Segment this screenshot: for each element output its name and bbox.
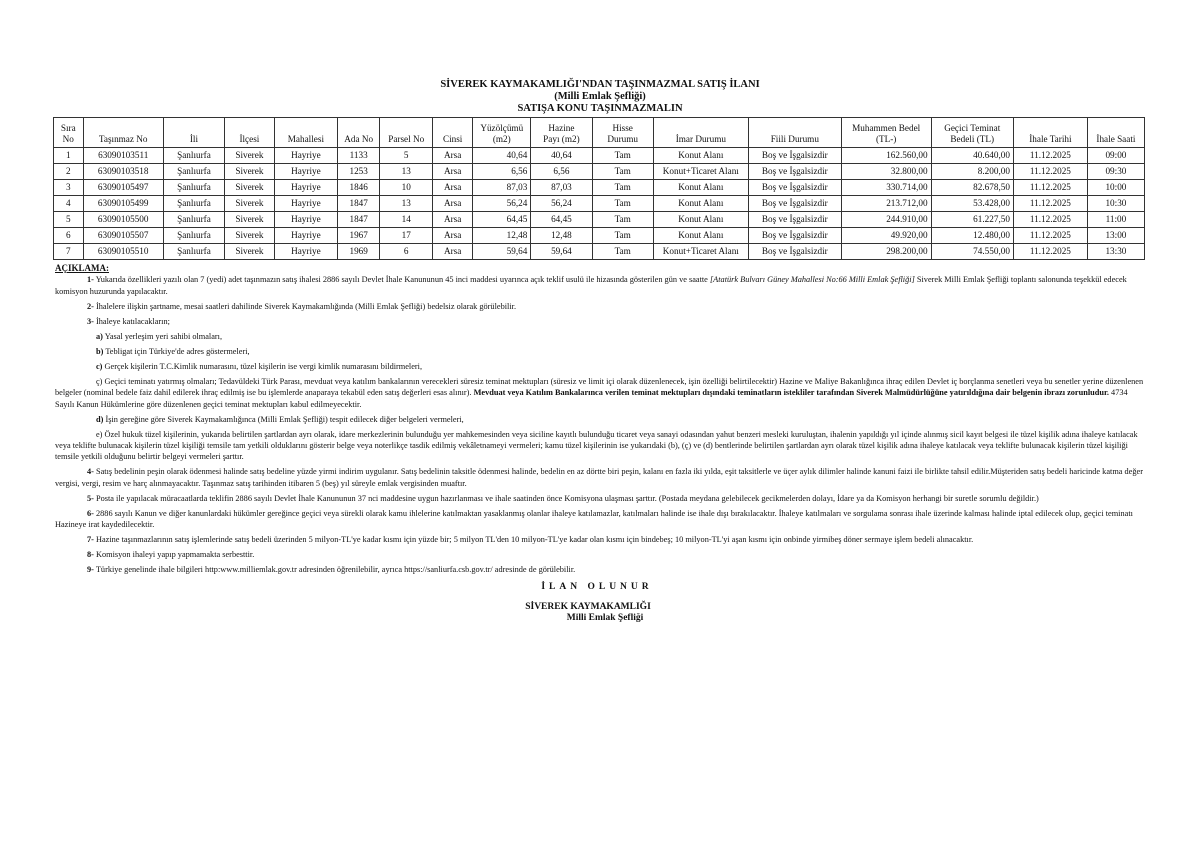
clause-3cc: ç) Geçici teminatı yatırmış olmaları; Tedavüldeki Türk Parası, mevduat veya katılım bankalarının verecekleri süresiz teminat mektupları (süresiz ve limit içi olarak düzenlenecek, işin özelliği belirtilecektir) Hazine ve Maliye Bakanlığınca ihraç edilen Devlet iç borçlanma senetleri veya bu senetler yerine düzenlenen belgeler (nominal bedele faiz dahil edilerek ihraç edilmiş ise bu işlemlerde anaparaya tekabül eden satış değerleri esas alınır). Mevduat veya Katılım Bankalarınca verilen teminat mektupları dışındaki teminatların istekliler tarafından Siverek Malmüdürlüğüne yatırıldığına dair belgenin ibrazı zorunludur. 4734 Sayılı Kanun Hükümlerine göre düzenlenen geçici teminat mektupları kabul edilmeyecektir.	[55, 376, 1144, 409]
column-header: Taşınmaz No	[83, 118, 163, 148]
table-cell: 13	[380, 164, 433, 180]
column-header: İli	[163, 118, 224, 148]
column-header: Sıra No	[54, 118, 84, 148]
column-header: Hazine Payı (m2)	[531, 118, 592, 148]
table-cell: Arsa	[433, 180, 473, 196]
table-cell: Hayriye	[274, 196, 337, 212]
signature-block	[0, 582, 1200, 623]
column-header: Parsel No	[380, 118, 433, 148]
table-cell: Tam	[592, 180, 653, 196]
table-cell: 82.678,50	[931, 180, 1013, 196]
table-cell: Arsa	[433, 228, 473, 244]
table-cell: Arsa	[433, 148, 473, 164]
table-cell: Konut Alanı	[653, 228, 748, 244]
table-cell: 12,48	[473, 228, 531, 244]
clause-3d: d) İşin gereğine göre Siverek Kaymakamlığınca (Milli Emlak Şefliği) tespit edilecek diğer belgeleri vermeleri,	[96, 414, 464, 424]
table-cell: 8.200,00	[931, 164, 1013, 180]
property-table	[53, 117, 1145, 260]
table-cell: 11.12.2025	[1013, 164, 1087, 180]
table-cell: Şanlıurfa	[163, 148, 224, 164]
table-cell: Tam	[592, 196, 653, 212]
table-cell: 1133	[338, 148, 380, 164]
table-cell: 6	[380, 244, 433, 260]
table-cell: Siverek	[225, 212, 275, 228]
table-cell: 63090105500	[83, 212, 163, 228]
clause-4: 4- Satış bedelinin peşin olarak ödenmesi halinde satış bedeline yüzde yirmi indirim uygulanır. Satış bedelinin taksitle ödenmesi halinde, bedelin en az dörtte biri peşin, kalanı en fazla iki yılda, eşit taksitlerle ve üçer aylık dilimler halinde kanuni faizi ile birlikte tahsil edilir.Müşteriden satış bedeli haricinde katma değer vergisi, vergi, resim ve harç alınmayacaktır. Taşınmaz satış tarihinden itibaren 5 (beş) yıl süreyle emlak vergisinden muaftır.	[55, 467, 1143, 488]
table-cell: Boş ve İşgalsizdir	[748, 148, 841, 164]
table-cell: 298.200,00	[841, 244, 931, 260]
table-cell: Şanlıurfa	[163, 180, 224, 196]
column-header: Mahallesi	[274, 118, 337, 148]
table-cell: 1846	[338, 180, 380, 196]
table-cell: 63090105510	[83, 244, 163, 260]
clause-3b: b) Tebligat için Türkiye'de adres göstermeleri,	[96, 346, 250, 356]
table-cell: 11.12.2025	[1013, 196, 1087, 212]
table-cell: 6	[54, 228, 84, 244]
table-cell: 11.12.2025	[1013, 180, 1087, 196]
table-row	[54, 212, 1145, 228]
column-header: İhale Tarihi	[1013, 118, 1087, 148]
clause-7: 7- Hazine taşınmazlarının satış işlemlerinde satış bedeli üzerinden 5 milyon-TL'ye kadar kısmı için yüzde bir; 5 milyon TL'den 10 milyon-TL'ye kadar olan kısmı için bindebeş; 10 milyon-TL'yi aşan kısmı için onbinde yirmibeş döner sermaye işlem bedeli alınacaktır.	[87, 535, 974, 545]
table-cell: 1847	[338, 196, 380, 212]
table-cell: 330.714,00	[841, 180, 931, 196]
table-row	[54, 196, 1145, 212]
table-cell: Şanlıurfa	[163, 212, 224, 228]
table-cell: Siverek	[225, 228, 275, 244]
table-cell: Arsa	[433, 244, 473, 260]
table-cell: 13:00	[1087, 228, 1144, 244]
table-cell: Hayriye	[274, 180, 337, 196]
table-cell: Konut+Ticaret Alanı	[653, 244, 748, 260]
table-caption: SATIŞA KONU TAŞINMAZMALIN	[517, 103, 683, 114]
table-cell: Konut Alanı	[653, 148, 748, 164]
table-cell: Boş ve İşgalsizdir	[748, 164, 841, 180]
table-cell: 162.560,00	[841, 148, 931, 164]
column-header: İmar Durumu	[653, 118, 748, 148]
announcement-text: İLAN OLUNUR	[541, 582, 653, 592]
table-cell: Hayriye	[274, 164, 337, 180]
table-cell: Arsa	[433, 196, 473, 212]
document-subtitle: (Milli Emlak Şefliği)	[554, 91, 646, 102]
table-cell: 3	[54, 180, 84, 196]
table-cell: 11.12.2025	[1013, 244, 1087, 260]
table-cell: 61.227,50	[931, 212, 1013, 228]
table-cell: 09:30	[1087, 164, 1144, 180]
table-cell: 213.712,00	[841, 196, 931, 212]
clause-5: 5- Posta ile yapılacak müracaatlarda teklifin 2886 sayılı Devlet İhale Kanununun 37 nci maddesine uygun hazırlanması ve ihale saatinden önce Komisyona ulaşması şarttır. (Postada meydana gelebilecek gecikmelerden dolayı, İdare ya da Komisyon herhangi bir suretle sorumlu değildir.)	[87, 493, 1039, 503]
clause-3e: e) Özel hukuk tüzel kişilerinin, yukarıda belirtilen şartlardan ayrı olarak, idare merkezlerinin bulunduğu yer mahkemesinden veya siciline kayıtlı bulunduğu ticaret veya sanayi odasından yahut benzeri mesleki kuruluştan, ihalenin yapıldığı yıl içinde alınmış sicil kayıt belgesi ile tüzel kişilik adına ihaleye katılacak veya teklifte bulunacak kişilerin tüzel kişiliği temsile tam yetkili olduklarını gösterir belge veya noterlikçe tasdik edilmiş vekâletnameyi vermeleri; kamu tüzel kişilerinin ise yukarıdaki (b), (ç) ve (d) bentlerinde belirtilen şartlardan ayrı olarak tüzel kişilik adına ihaleye katılacak veya teklifte bulunacak kişilerin tüzel kişiliği temsile yetkili olduğunu belirtir belgeyi vermeleri şarttır.	[55, 429, 1138, 462]
table-cell: 12.480,00	[931, 228, 1013, 244]
table-cell: 64,45	[473, 212, 531, 228]
table-cell: Şanlıurfa	[163, 228, 224, 244]
table-cell: Konut+Ticaret Alanı	[653, 164, 748, 180]
table-cell: 09:00	[1087, 148, 1144, 164]
clause-3: 3- İhaleye katılacakların;	[87, 316, 170, 326]
table-cell: 56,24	[531, 196, 592, 212]
table-cell: 11.12.2025	[1013, 212, 1087, 228]
table-row	[54, 164, 1145, 180]
table-row	[54, 244, 1145, 260]
table-cell: 11.12.2025	[1013, 148, 1087, 164]
table-cell: 10	[380, 180, 433, 196]
table-cell: Konut Alanı	[653, 196, 748, 212]
table-cell: Şanlıurfa	[163, 196, 224, 212]
table-cell: 63090105507	[83, 228, 163, 244]
table-cell: 64,45	[531, 212, 592, 228]
table-cell: Boş ve İşgalsizdir	[748, 244, 841, 260]
table-cell: Hayriye	[274, 148, 337, 164]
table-cell: 11:00	[1087, 212, 1144, 228]
table-cell: 40,64	[473, 148, 531, 164]
table-cell: 1253	[338, 164, 380, 180]
table-cell: 5	[380, 148, 433, 164]
table-cell: Tam	[592, 244, 653, 260]
table-cell: 40,64	[531, 148, 592, 164]
table-cell: Konut Alanı	[653, 212, 748, 228]
table-cell: Siverek	[225, 180, 275, 196]
table-cell: 5	[54, 212, 84, 228]
table-cell: Siverek	[225, 196, 275, 212]
table-cell: Boş ve İşgalsizdir	[748, 180, 841, 196]
table-cell: 14	[380, 212, 433, 228]
explanation-section	[55, 263, 1147, 579]
column-header: Muhammen Bedel (TL-)	[841, 118, 931, 148]
column-header: Ada No	[338, 118, 380, 148]
table-cell: Boş ve İşgalsizdir	[748, 212, 841, 228]
table-cell: Şanlıurfa	[163, 164, 224, 180]
table-cell: 1967	[338, 228, 380, 244]
table-cell: Hayriye	[274, 244, 337, 260]
table-body	[54, 148, 1145, 260]
table-cell: 74.550,00	[931, 244, 1013, 260]
table-cell: Boş ve İşgalsizdir	[748, 228, 841, 244]
table-cell: 2	[54, 164, 84, 180]
table-cell: Tam	[592, 148, 653, 164]
table-cell: 6,56	[531, 164, 592, 180]
table-cell: 1969	[338, 244, 380, 260]
table-header-row	[54, 118, 1145, 148]
table-cell: 63090103511	[83, 148, 163, 164]
table-cell: 6,56	[473, 164, 531, 180]
table-cell: 63090103518	[83, 164, 163, 180]
table-cell: 1	[54, 148, 84, 164]
table-cell: Arsa	[433, 212, 473, 228]
document-title: SİVEREK KAYMAKAMLIĞI'NDAN TAŞINMAZMAL SATIŞ İLANI	[440, 79, 760, 90]
table-cell: 56,24	[473, 196, 531, 212]
table-cell: Siverek	[225, 164, 275, 180]
table-cell: 40.640,00	[931, 148, 1013, 164]
table-cell: 49.920,00	[841, 228, 931, 244]
clause-3c: c) Gerçek kişilerin T.C.Kimlik numarasını, tüzel kişilerin ise vergi kimlik numarasını bildirmeleri,	[96, 361, 423, 371]
table-cell: 53.428,00	[931, 196, 1013, 212]
table-cell: Konut Alanı	[653, 180, 748, 196]
table-cell: 10:00	[1087, 180, 1144, 196]
table-cell: 13	[380, 196, 433, 212]
table-cell: 244.910,00	[841, 212, 931, 228]
table-cell: 1847	[338, 212, 380, 228]
clause-3a: a) Yasal yerleşim yeri sahibi olmaları,	[96, 331, 223, 341]
table-cell: Arsa	[433, 164, 473, 180]
table-cell: 59,64	[531, 244, 592, 260]
clause-1: 1- Yukarıda özellikleri yazılı olan 7 (yedi) adet taşınmazın satış ihalesi 2886 sayılı Devlet İhale Kanununun 45 inci maddesi uyarınca açık teklif usulü ile hizasında gösterilen gün ve saatte [Atatürk Bulvarı Güney Mahallesi No:66 Milli Emlak Şefliği] Siverek Milli Emlak Şefliği toplantı salonunda teşekkül edecek komisyon huzurunda yapılacaktır.	[55, 275, 1127, 296]
table-row	[54, 228, 1145, 244]
column-header: Hisse Durumu	[592, 118, 653, 148]
table-cell: Tam	[592, 212, 653, 228]
table-cell: Siverek	[225, 148, 275, 164]
clause-6: 6- 2886 sayılı Kanun ve diğer kanunlardaki hükümler gereğince geçici veya sürekli olarak kamu ihlelerine katılmaktan yasaklanmış olanlar ihaleye katılamazlar, katılmaları halinde ise ihale dışı bırakılacaktır. İhaleye katılmaları ve sorgulama sonrası ihale üzerinde kalması halinde iptal edilecek olup, geçici teminatı Hazineye irat kaydedilecektir.	[55, 508, 1133, 530]
column-header: İhale Saati	[1087, 118, 1144, 148]
issuing-authority: SİVEREK KAYMAKAMLIĞI	[525, 602, 651, 612]
table-cell: 32.800,00	[841, 164, 931, 180]
clause-8: 8- Komisyon ihaleyi yapıp yapmamakta serbesttir.	[87, 550, 255, 560]
table-row	[54, 180, 1145, 196]
table-cell: 4	[54, 196, 84, 212]
column-header: Cinsi	[433, 118, 473, 148]
table-cell: 7	[54, 244, 84, 260]
table-cell: Tam	[592, 164, 653, 180]
column-header: İlçesi	[225, 118, 275, 148]
column-header: Geçici Teminat Bedeli (TL)	[931, 118, 1013, 148]
table-cell: Şanlıurfa	[163, 244, 224, 260]
table-row	[54, 148, 1145, 164]
table-cell: Hayriye	[274, 212, 337, 228]
table-cell: Siverek	[225, 244, 275, 260]
column-header: Fiili Durumu	[748, 118, 841, 148]
table-cell: 12,48	[531, 228, 592, 244]
table-cell: 17	[380, 228, 433, 244]
table-cell: 87,03	[531, 180, 592, 196]
table-cell: 63090105497	[83, 180, 163, 196]
column-header: Yüzölçümü (m2)	[473, 118, 531, 148]
clause-9: 9- Türkiye genelinde ihale bilgileri http:www.milliemlak.gov.tr adresinden öğrenilebilir, ayrıca https://sanliurfa.csb.gov.tr/ adresinde de görülebilir.	[87, 565, 576, 575]
table-cell: Boş ve İşgalsizdir	[748, 196, 841, 212]
table-cell: 11.12.2025	[1013, 228, 1087, 244]
table-cell: Hayriye	[274, 228, 337, 244]
table-cell: 63090105499	[83, 196, 163, 212]
clause-2: 2- İhalelere ilişkin şartname, mesai saatleri dahilinde Siverek Kaymakamlığında (Milli Emlak Şefliği) bedelsiz olarak görülebilir.	[87, 301, 517, 311]
table-cell: 59,64	[473, 244, 531, 260]
table-cell: 87,03	[473, 180, 531, 196]
table-cell: Tam	[592, 228, 653, 244]
issuing-unit: Milli Emlak Şefliği	[566, 613, 644, 623]
table-cell: 13:30	[1087, 244, 1144, 260]
explanation-heading: AÇIKLAMA:	[55, 263, 109, 273]
title-block	[0, 79, 1200, 115]
table-cell: 10:30	[1087, 196, 1144, 212]
